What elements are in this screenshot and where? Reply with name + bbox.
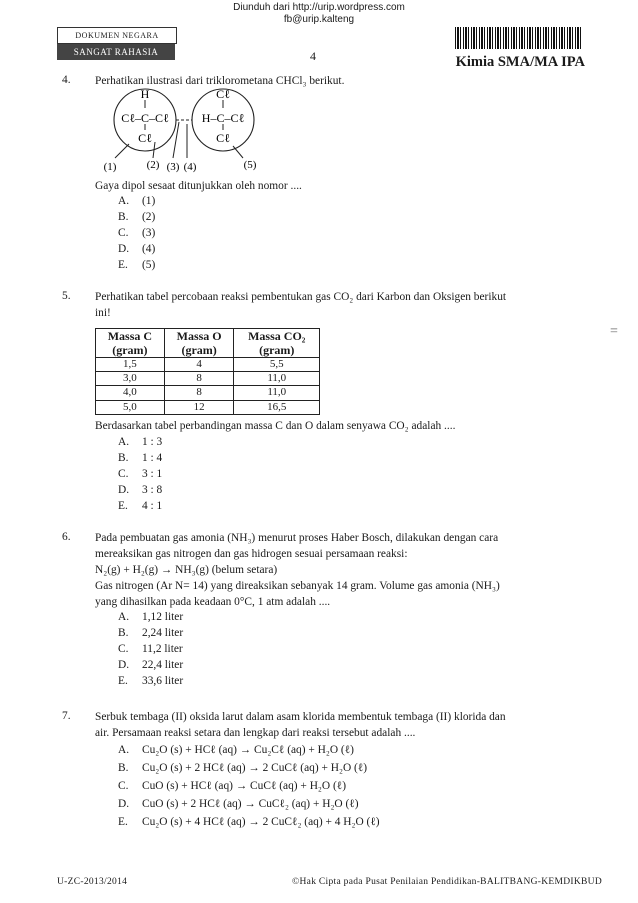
reaction-equation: N₂(g) + H₂(g) → NH₃(g) (belum setara)	[95, 564, 278, 576]
option-text: 4 : 1	[142, 500, 163, 512]
question-text: Berdasarkan tabel perbandingan massa C dan O dalam senyawa CO₂ adalah ....	[95, 420, 456, 432]
option-text: 2,24 liter	[142, 627, 184, 639]
option-letter: C.	[118, 227, 129, 239]
option-text: 22,4 liter	[142, 659, 184, 671]
pointer-5	[233, 146, 243, 158]
right-mid-atoms: H–C–Cℓ	[201, 111, 245, 125]
right-bottom-atom: Cℓ	[216, 131, 230, 145]
footer-code: U-ZC-2013/2014	[57, 877, 128, 887]
table-header: Massa CO₂ (gram)	[234, 329, 320, 358]
table-cell: 1,5	[96, 358, 165, 372]
secret-stamp: SANGAT RAHASIA	[57, 44, 175, 60]
option-text: (5)	[142, 259, 156, 271]
diagram-label: (5)	[243, 159, 257, 171]
table-row	[96, 386, 320, 400]
option-text: 33,6 liter	[142, 675, 184, 687]
option-text: Cu₂O (s) + 2 HCℓ (aq) → 2 CuCℓ (aq) + H₂O (ℓ)	[142, 762, 368, 774]
left-top-atom: H	[140, 87, 150, 101]
option-letter: A.	[118, 611, 130, 623]
table-cell: 16,5	[234, 400, 320, 414]
table-row	[96, 372, 320, 386]
pointer-3	[173, 122, 179, 158]
option-letter: B.	[118, 211, 129, 223]
table-cell: 5,0	[96, 400, 165, 414]
option-letter: B.	[118, 452, 129, 464]
option-text: (1)	[142, 195, 156, 207]
page-number: 4	[310, 49, 316, 63]
option-letter: C.	[118, 468, 129, 480]
question-prompt: Perhatikan ilustrasi dari triklorometana CHCl₃ berikut.	[95, 75, 345, 87]
barcode-icon	[455, 27, 582, 49]
table-cell: 4,0	[96, 386, 165, 400]
option-letter: A.	[118, 195, 130, 207]
option-letter: E.	[118, 500, 128, 512]
question-number: 6.	[62, 531, 71, 543]
question-text: air. Persamaan reaksi setara dan lengkap dari reaksi tersebut adalah ....	[95, 727, 416, 739]
diagram-label: (2)	[146, 159, 160, 171]
option-letter: A.	[118, 744, 130, 756]
table-cell: 3,0	[96, 372, 165, 386]
diagram-label: (3)	[166, 161, 180, 173]
option-letter: E.	[118, 259, 128, 271]
diagram-label: (1)	[103, 161, 117, 173]
option-text: CuO (s) + 2 HCℓ (aq) → CuCℓ₂ (aq) + H₂O (ℓ)	[142, 798, 359, 810]
option-letter: E.	[118, 675, 128, 687]
table-cell: 11,0	[234, 372, 320, 386]
option-letter: D.	[118, 243, 130, 255]
table-cell: 8	[164, 386, 234, 400]
table-cell: 11,0	[234, 386, 320, 400]
document-stamp: DOKUMEN NEGARA	[57, 27, 177, 44]
table-cell: 5,5	[234, 358, 320, 372]
option-text: (3)	[142, 227, 156, 239]
option-letter: C.	[118, 780, 129, 792]
option-text: 1 : 4	[142, 452, 163, 464]
question-number: 4.	[62, 74, 71, 86]
option-text: (4)	[142, 243, 156, 255]
option-letter: E.	[118, 816, 128, 828]
option-text: 3 : 1	[142, 468, 163, 480]
option-text: Cu₂O (s) + HCℓ (aq) → Cu₂Cℓ (aq) + H₂O (ℓ)	[142, 744, 354, 756]
subject-title: Kimia SMA/MA IPA	[455, 54, 585, 70]
left-bottom-atom: Cℓ	[138, 131, 152, 145]
left-mid-atoms: Cℓ–C–Cℓ	[121, 111, 169, 125]
question-text: mereaksikan gas nitrogen dan gas hidrogen sesuai persamaan reaksi:	[95, 548, 408, 560]
mass-table	[95, 328, 320, 415]
question-text: yang dihasilkan pada keadaan 0°C, 1 atm adalah ....	[95, 596, 331, 608]
right-top-atom: Cℓ	[216, 87, 230, 101]
source-url: Diunduh dari http://urip.wordpress.com	[233, 2, 405, 13]
question-text: Serbuk tembaga (II) oksida larut dalam asam klorida membentuk tembaga (II) klorida dan	[95, 711, 506, 723]
option-text: 11,2 liter	[142, 643, 183, 655]
table-cell: 4	[164, 358, 234, 372]
option-letter: C.	[118, 643, 129, 655]
option-letter: D.	[118, 484, 130, 496]
table-header: Massa C (gram)	[96, 329, 165, 358]
option-text: (2)	[142, 211, 156, 223]
table-row	[96, 358, 320, 372]
option-text: 1 : 3	[142, 436, 163, 448]
table-cell: 8	[164, 372, 234, 386]
option-letter: B.	[118, 762, 129, 774]
option-text: CuO (s) + HCℓ (aq) → CuCℓ (aq) + H₂O (ℓ)	[142, 780, 347, 792]
question-text: Gas nitrogen (Ar N= 14) yang direaksikan sebanyak 14 gram. Volume gas amonia (NH₃)	[95, 580, 500, 592]
option-text: 1,12 liter	[142, 611, 184, 623]
option-letter: D.	[118, 798, 130, 810]
question-text: Gaya dipol sesaat ditunjukkan oleh nomor ....	[95, 180, 302, 192]
table-cell: 12	[164, 400, 234, 414]
option-letter: B.	[118, 627, 129, 639]
question-number: 7.	[62, 710, 71, 722]
question-prompt-cont: ini!	[95, 307, 111, 319]
dipole-diagram	[95, 86, 325, 176]
diagram-label: (4)	[183, 161, 197, 173]
pointer-1	[115, 144, 129, 158]
option-text: Cu₂O (s) + 4 HCℓ (aq) → 2 CuCℓ₂ (aq) + 4 H₂O (ℓ)	[142, 816, 380, 828]
table-row	[96, 400, 320, 414]
question-text: Pada pembuatan gas amonia (NH₃) menurut proses Haber Bosch, dilakukan dengan cara	[95, 532, 499, 544]
table-header: Massa O (gram)	[164, 329, 234, 358]
footer-copyright: ©Hak Cipta pada Pusat Penilaian Pendidikan-BALITBANG-KEMDIKBUD	[292, 877, 602, 887]
question-number: 5.	[62, 290, 71, 302]
option-text: 3 : 8	[142, 484, 163, 496]
option-letter: A.	[118, 436, 130, 448]
option-letter: D.	[118, 659, 130, 671]
margin-mark: =	[610, 324, 618, 339]
table-header-row	[96, 329, 320, 358]
question-prompt: Perhatikan tabel percobaan reaksi pembentukan gas CO₂ dari Karbon dan Oksigen berikut	[95, 291, 507, 303]
source-facebook: fb@urip.kalteng	[283, 14, 355, 25]
